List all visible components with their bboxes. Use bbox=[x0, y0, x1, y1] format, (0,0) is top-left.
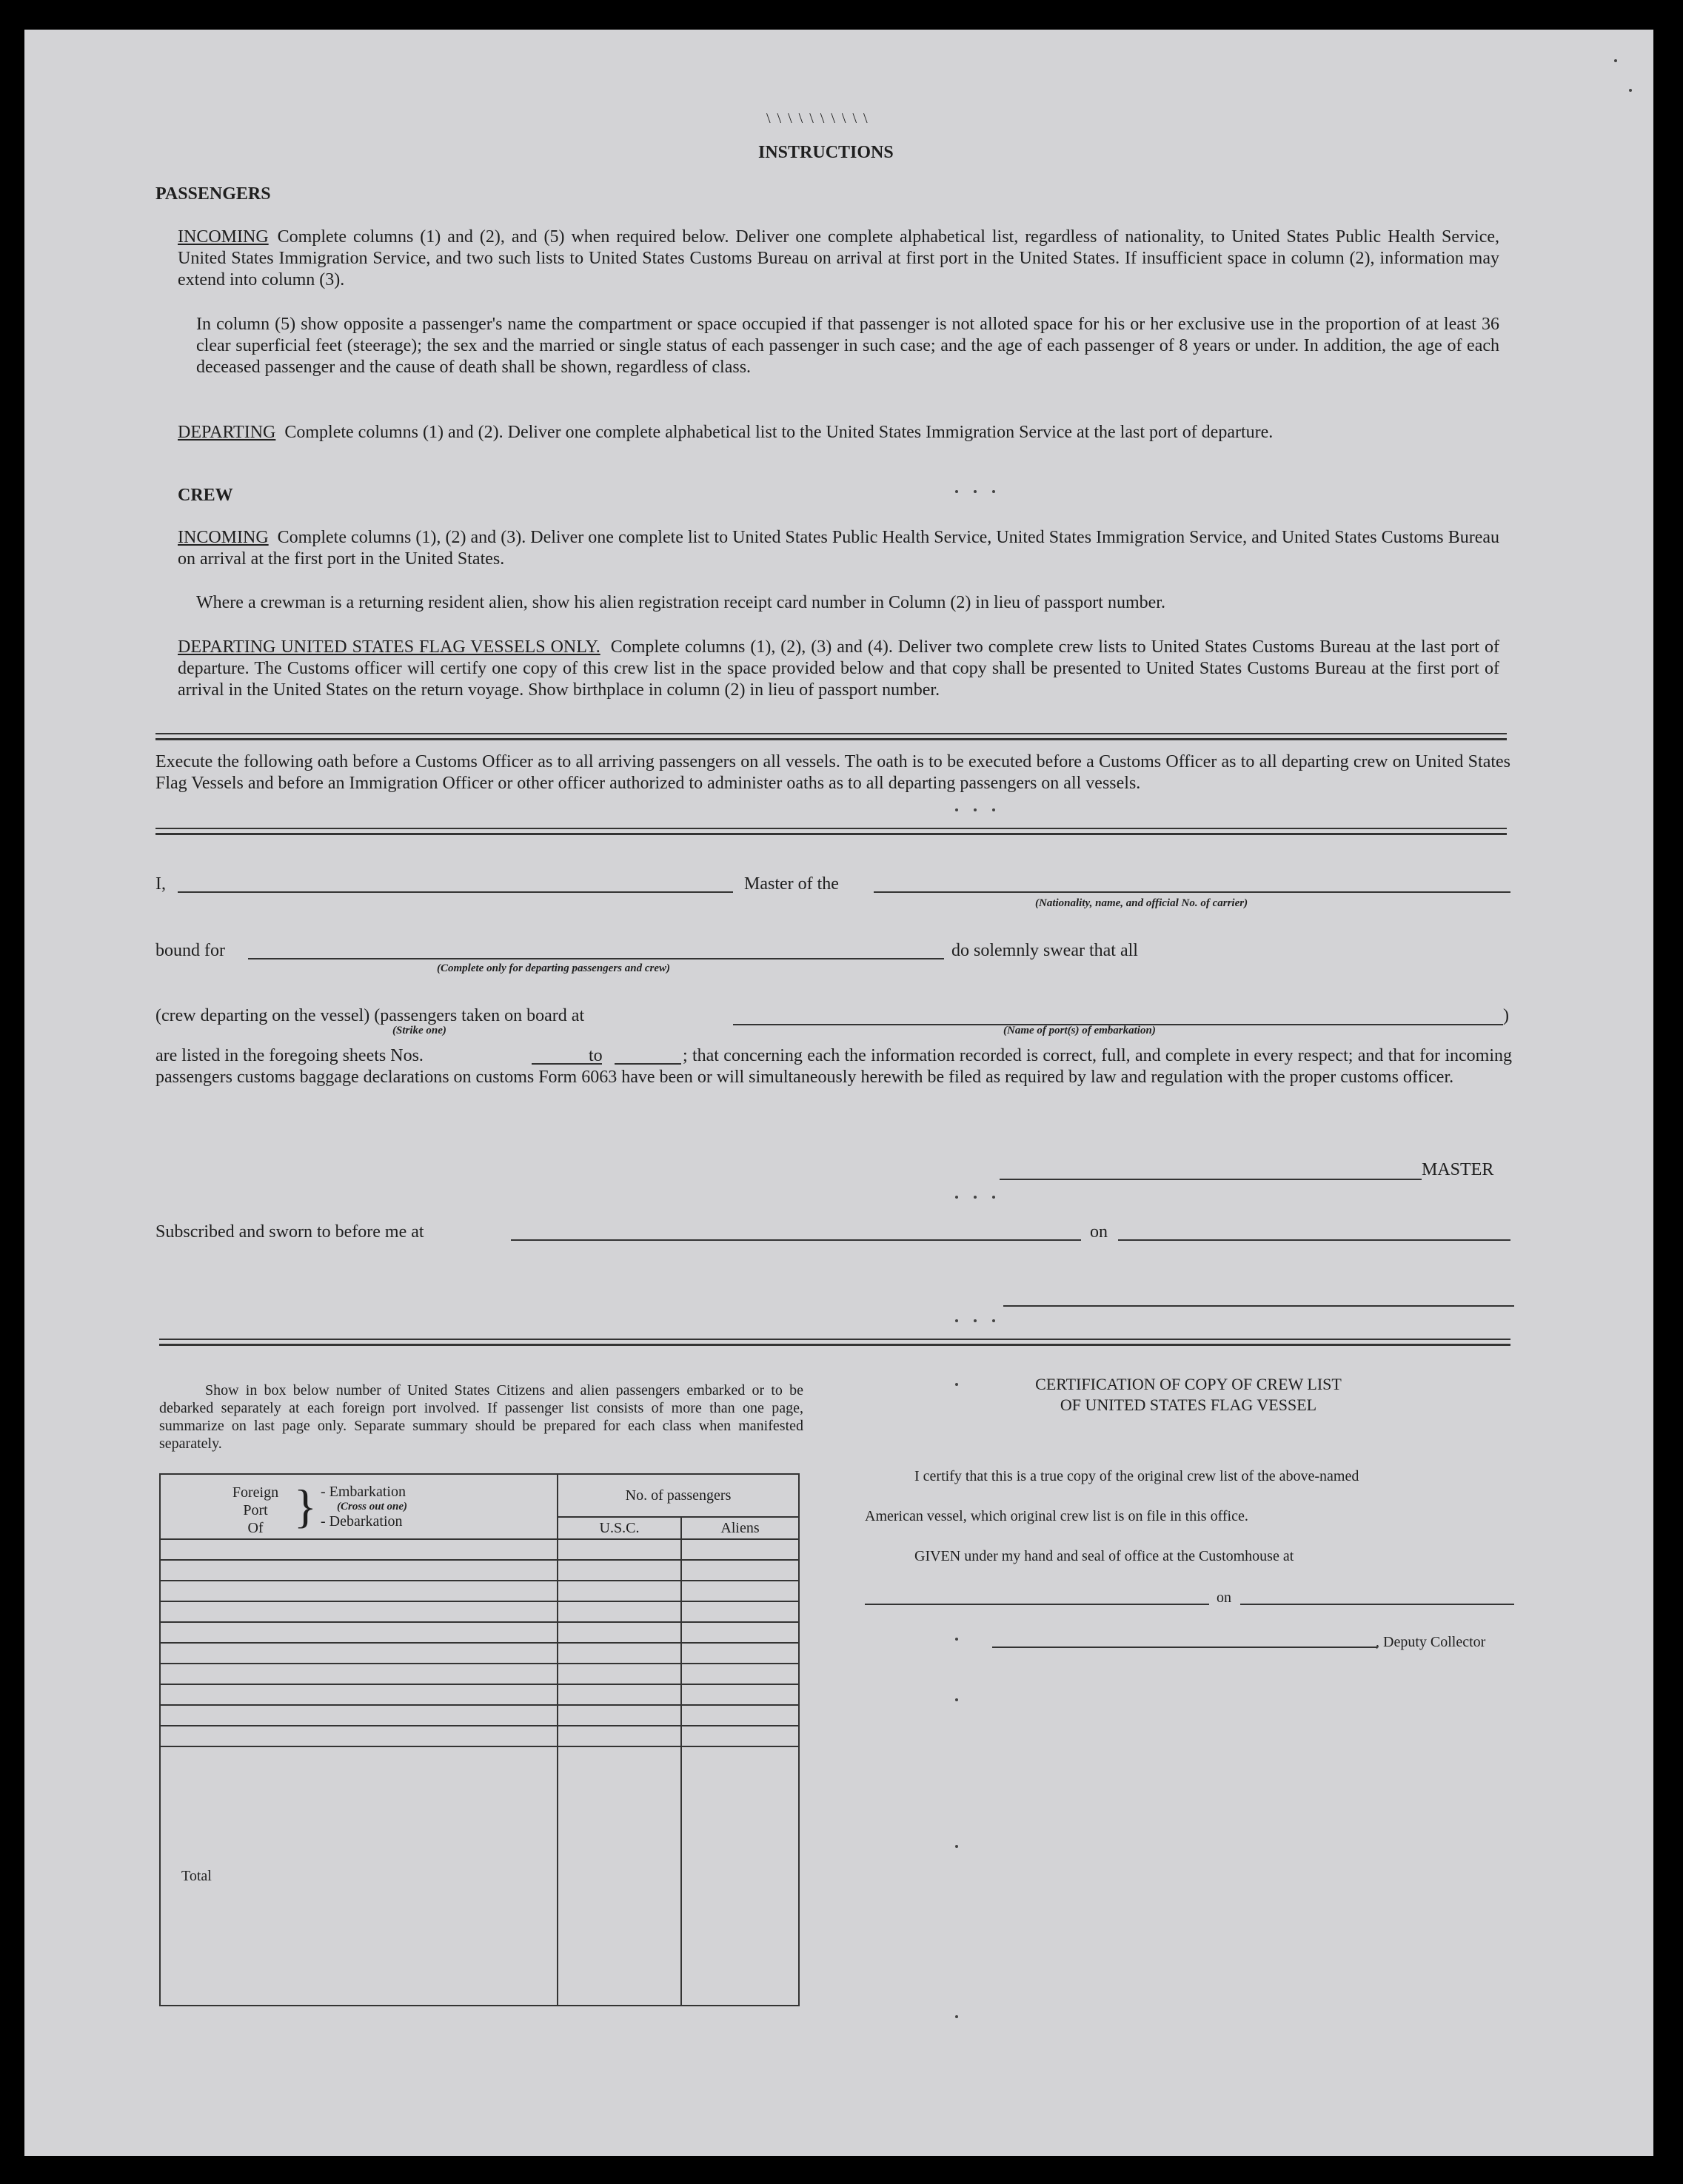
certification-on: on bbox=[1217, 1590, 1231, 1606]
table-row bbox=[160, 1601, 799, 1622]
scan-speck bbox=[955, 1319, 958, 1322]
passengers-departing-label: DEPARTING bbox=[178, 423, 276, 442]
page-title: INSTRUCTIONS bbox=[758, 143, 894, 162]
certification-title-2: OF UNITED STATES FLAG VESSEL bbox=[1060, 1396, 1317, 1414]
swear-text: do solemnly swear that all bbox=[951, 941, 1138, 960]
port-cell[interactable] bbox=[160, 1601, 558, 1622]
port-cell[interactable] bbox=[160, 1581, 558, 1601]
close-paren: ) bbox=[1503, 1006, 1509, 1025]
port-cell[interactable] bbox=[160, 1643, 558, 1664]
cross-out-hint: (Cross out one) bbox=[337, 1501, 408, 1513]
no-of-passengers-header: No. of passengers bbox=[558, 1474, 799, 1517]
table-row bbox=[160, 1643, 799, 1664]
table-row bbox=[160, 1622, 799, 1643]
aliens-header: Aliens bbox=[681, 1517, 799, 1539]
aliens-cell[interactable] bbox=[681, 1664, 799, 1684]
aliens-cell[interactable] bbox=[681, 1726, 799, 1746]
port-cell[interactable] bbox=[160, 1622, 558, 1643]
foreign-label: Foreign bbox=[232, 1484, 279, 1501]
bound-for-label: bound for bbox=[155, 941, 225, 960]
master-name-field[interactable] bbox=[178, 891, 733, 893]
crew-departing-block bbox=[178, 637, 1499, 701]
oath-i: I, bbox=[155, 874, 166, 894]
total-label: Total bbox=[160, 1746, 558, 2006]
total-row bbox=[160, 1746, 799, 2006]
crew-departing-text: Complete columns (1), (2), (3) and (4). Deliver two complete crew lists to United States Customs Bureau at the last port of departure. The Customs officer will certify one copy of this crew list in the space provided below and that copy shall be presented to United States Customs Bureau at the first port of arrival in the United States on the return voyage. Show birthplace in column (2) in lieu of passport number. bbox=[178, 637, 1499, 700]
aliens-cell[interactable] bbox=[681, 1622, 799, 1643]
table-row bbox=[160, 1726, 799, 1746]
certification-title-1: CERTIFICATION OF COPY OF CREW LIST bbox=[1035, 1375, 1342, 1393]
port-cell[interactable] bbox=[160, 1560, 558, 1581]
crew-incoming-block bbox=[178, 527, 1499, 570]
aliens-cell[interactable] bbox=[681, 1581, 799, 1601]
strike-hint: (Strike one) bbox=[392, 1025, 446, 1036]
debarkation-label[interactable]: - Debarkation bbox=[321, 1513, 403, 1530]
usc-cell[interactable] bbox=[558, 1705, 681, 1726]
passengers-incoming-block bbox=[178, 227, 1499, 291]
crew-incoming-label: INCOMING bbox=[178, 528, 269, 547]
aliens-cell[interactable] bbox=[681, 1560, 799, 1581]
subscribed-date-field[interactable] bbox=[1118, 1239, 1510, 1241]
passengers-heading: PASSENGERS bbox=[155, 184, 271, 204]
listed-text-b: ; that concerning each the information recorded is correct, full, and complete in every respect; and that for incoming passengers customs baggage declarations on customs Form 6063 have been or will simultaneously herewith be filed as required by law and regulation with the proper customs officer. bbox=[155, 1046, 1512, 1087]
scan-speck bbox=[974, 1196, 977, 1199]
table-row bbox=[160, 1705, 799, 1726]
usc-cell[interactable] bbox=[558, 1643, 681, 1664]
scan-speck bbox=[955, 2015, 958, 2018]
scan-speck bbox=[974, 490, 977, 493]
of-label: Of bbox=[247, 1520, 264, 1536]
bound-for-field[interactable] bbox=[248, 958, 944, 959]
aliens-total-cell[interactable] bbox=[681, 1746, 799, 2006]
customhouse-place-field[interactable] bbox=[865, 1604, 1209, 1605]
scan-speck bbox=[974, 1319, 977, 1322]
passengers-departing-text: Complete columns (1) and (2). Deliver one complete alphabetical list to the United States Immigration Service at the last port of departure. bbox=[284, 423, 1274, 442]
scan-speck bbox=[955, 1196, 958, 1199]
embarkation-label[interactable]: - Embarkation bbox=[321, 1484, 406, 1500]
divider-3 bbox=[159, 1339, 1510, 1346]
usc-cell[interactable] bbox=[558, 1539, 681, 1560]
crew-departing-label: DEPARTING UNITED STATES FLAG VESSELS ONLY. bbox=[178, 637, 600, 657]
passenger-summary-table bbox=[159, 1473, 800, 2006]
table-row bbox=[160, 1664, 799, 1684]
table-row bbox=[160, 1560, 799, 1581]
subscribed-on: on bbox=[1090, 1222, 1108, 1242]
oath-intro: Execute the following oath before a Customs Officer as to all arriving passengers on all vessels. The oath is to be executed before a Customs Officer as to all departing crew on United States Flag Vessels and before an Immigration Officer or other officer authorized to administer oaths as to all departing passengers on all vessels. bbox=[155, 752, 1510, 793]
subscribed-place-field[interactable] bbox=[511, 1239, 1081, 1241]
port-cell[interactable] bbox=[160, 1705, 558, 1726]
scan-speck bbox=[955, 1638, 958, 1641]
usc-cell[interactable] bbox=[558, 1684, 681, 1705]
scan-speck bbox=[955, 490, 958, 493]
scan-speck bbox=[992, 1319, 995, 1322]
deputy-collector-signature-field[interactable] bbox=[992, 1647, 1377, 1648]
certify-line-1: I certify that this is a true copy of the original crew list of the above-named bbox=[914, 1468, 1359, 1484]
usc-cell[interactable] bbox=[558, 1601, 681, 1622]
passengers-incoming-text: Complete columns (1) and (2), and (5) when required below. Deliver one complete alphabetical list, regardless of nationality, to United States Public Health Service, United States Immigration Service, and two such lists to United States Customs Bureau on arrival at first port in the United States. If insufficient space in column (2), information may extend into column (3). bbox=[178, 227, 1499, 289]
master-signature-field[interactable] bbox=[1000, 1179, 1422, 1180]
usc-cell[interactable] bbox=[558, 1664, 681, 1684]
foreign-port-header: Foreign Port Of } - Embarkation (Cross out one) - Debarkation bbox=[160, 1474, 558, 1539]
crew-resident-text: Where a crewman is a returning resident alien, show his alien registration receipt card number in Column (2) in lieu of passport number. bbox=[196, 593, 1165, 612]
crew-heading: CREW bbox=[178, 486, 233, 505]
certification-date-field[interactable] bbox=[1240, 1604, 1514, 1605]
aliens-cell[interactable] bbox=[681, 1705, 799, 1726]
certify-line-2: American vessel, which original crew list is on file in this office. bbox=[865, 1508, 1248, 1524]
master-label: MASTER bbox=[1422, 1160, 1494, 1179]
scan-speck bbox=[992, 490, 995, 493]
bound-for-hint: (Complete only for departing passengers and crew) bbox=[437, 962, 670, 974]
deputy-collector-label: , Deputy Collector bbox=[1376, 1634, 1486, 1650]
passengers-incoming-label: INCOMING bbox=[178, 227, 269, 247]
scan-speck bbox=[992, 1196, 995, 1199]
scan-speck bbox=[974, 808, 977, 811]
scan-speck bbox=[955, 1845, 958, 1848]
port-cell[interactable] bbox=[160, 1539, 558, 1560]
aliens-cell[interactable] bbox=[681, 1539, 799, 1560]
listed-text-a: are listed in the foregoing sheets Nos. bbox=[155, 1046, 424, 1065]
subscribed-text: Subscribed and sworn to before me at bbox=[155, 1222, 424, 1242]
usc-total-cell[interactable] bbox=[558, 1746, 681, 2006]
officer-signature-field[interactable] bbox=[1003, 1305, 1514, 1307]
carrier-field[interactable] bbox=[874, 891, 1510, 893]
crew-passengers-text: (crew departing on the vessel) (passengers taken on board at bbox=[155, 1006, 585, 1025]
port-cell[interactable] bbox=[160, 1664, 558, 1684]
summary-instructions: Show in box below number of United States Citizens and alien passengers embarked or to be debarked separately at each foreign port involved. If passenger list consists of more than one page, summarize on last page only. Separate summary should be prepared for each class when manifested separately. bbox=[159, 1382, 803, 1452]
header-marks: \ \ \ \ \ \ \ \ \ \ bbox=[766, 110, 869, 127]
master-of-the-label: Master of the bbox=[744, 874, 839, 894]
divider-1 bbox=[155, 733, 1507, 740]
ports-hint: (Name of port(s) of embarkation) bbox=[1003, 1025, 1156, 1036]
scan-speck bbox=[1629, 89, 1632, 92]
port-cell[interactable] bbox=[160, 1684, 558, 1705]
aliens-cell[interactable] bbox=[681, 1684, 799, 1705]
aliens-cell[interactable] bbox=[681, 1643, 799, 1664]
table-row bbox=[160, 1684, 799, 1705]
divider-2 bbox=[155, 828, 1507, 835]
port-cell[interactable] bbox=[160, 1726, 558, 1746]
scan-speck bbox=[992, 808, 995, 811]
usc-cell[interactable] bbox=[558, 1560, 681, 1581]
port-label: Port bbox=[243, 1502, 268, 1518]
scan-speck bbox=[955, 1383, 958, 1386]
passengers-column5-text: In column (5) show opposite a passenger's name the compartment or space occupied if that passenger is not alloted space for his or her exclusive use in the proportion of at least 36 clear superficial feet (steerage); the sex and the married or single status of each passenger in such case; and the age of each passenger of 8 years or under. In addition, the age of each deceased passenger and the cause of death shall be shown, regardless of class. bbox=[196, 315, 1499, 377]
given-text: GIVEN under my hand and seal of office at the Customhouse at bbox=[914, 1548, 1294, 1564]
crew-incoming-text: Complete columns (1), (2) and (3). Deliver one complete list to United States Public Health Service, United States Immigration Service, and United States Customs Bureau on arrival at the first port in the United States. bbox=[178, 528, 1499, 569]
scan-speck bbox=[955, 808, 958, 811]
passengers-departing-block bbox=[178, 422, 1499, 443]
listed-to: to bbox=[589, 1046, 603, 1065]
table-row bbox=[160, 1581, 799, 1601]
scan-speck bbox=[955, 1698, 958, 1701]
usc-cell[interactable] bbox=[558, 1581, 681, 1601]
usc-cell[interactable] bbox=[558, 1726, 681, 1746]
usc-cell[interactable] bbox=[558, 1622, 681, 1643]
aliens-cell[interactable] bbox=[681, 1601, 799, 1622]
scan-speck bbox=[1614, 59, 1617, 62]
carrier-hint: (Nationality, name, and official No. of carrier) bbox=[1035, 897, 1248, 909]
usc-header: U.S.C. bbox=[558, 1517, 681, 1539]
table-row bbox=[160, 1539, 799, 1560]
